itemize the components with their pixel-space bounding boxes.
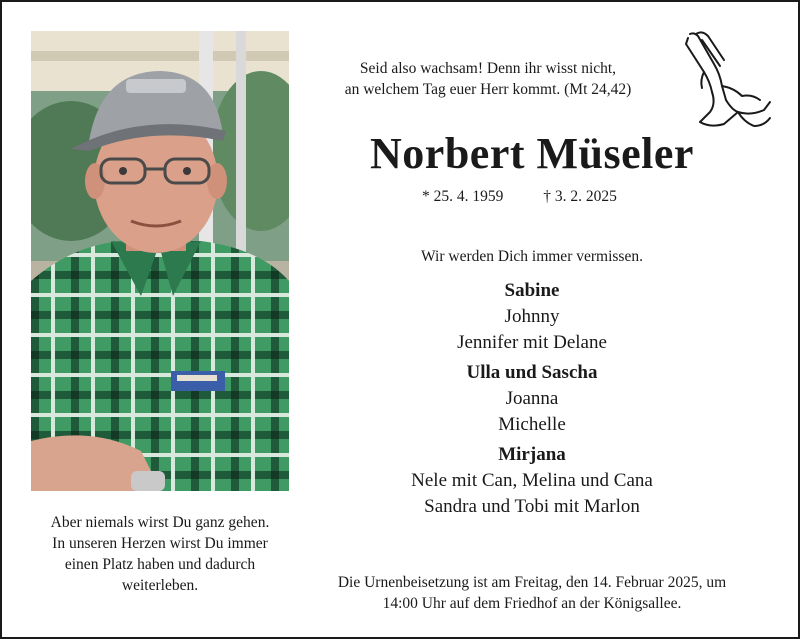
death-date: † 3. 2. 2025 [543, 188, 617, 205]
family-group-head: Sabine [504, 280, 560, 301]
farewell-quote-line: weiterleben. [121, 577, 199, 594]
family-member: Michelle [498, 414, 566, 435]
family-member: Sandra und Tobi mit Marlon [424, 496, 640, 517]
ceremony-line: Die Urnenbeisetzung ist am Freitag, den 14. Februar 2025, um [337, 574, 727, 591]
portrait-photo [31, 31, 289, 491]
family-group-head: Ulla und Sascha [466, 362, 598, 383]
bible-verse-line: Seid also wachsam! Denn ihr wisst nicht, [359, 60, 617, 77]
family-member: Joanna [505, 388, 559, 409]
ceremony-line: 14:00 Uhr auf dem Friedhof an der Königsallee. [382, 595, 682, 612]
family-group [302, 360, 762, 438]
life-dates [422, 188, 662, 206]
deceased-name: Norbert Müseler [370, 129, 694, 178]
ceremony-info [302, 572, 762, 614]
praying-hands-icon [680, 30, 772, 130]
family-member: Jennifer mit Delane [457, 332, 607, 353]
birth-date: * 25. 4. 1959 [422, 188, 504, 205]
farewell-quote-line: Aber niemals wirst Du ganz gehen. [50, 514, 270, 531]
family-member: Johnny [504, 306, 560, 327]
bible-verse [302, 58, 674, 100]
family-group-head: Mirjana [498, 444, 566, 465]
family-member: Nele mit Can, Melina und Cana [411, 470, 653, 491]
family-group [302, 442, 762, 520]
farewell-quote-line: In unseren Herzen wirst Du immer [52, 535, 268, 552]
farewell-quote-line: einen Platz haben und dadurch [64, 556, 256, 573]
mourning-line: Wir werden Dich immer vermissen. [421, 248, 643, 265]
farewell-quote [24, 512, 296, 596]
family-group [302, 278, 762, 356]
bible-verse-line: an welchem Tag euer Herr kommt. (Mt 24,42) [344, 81, 632, 98]
family-list [302, 278, 762, 520]
